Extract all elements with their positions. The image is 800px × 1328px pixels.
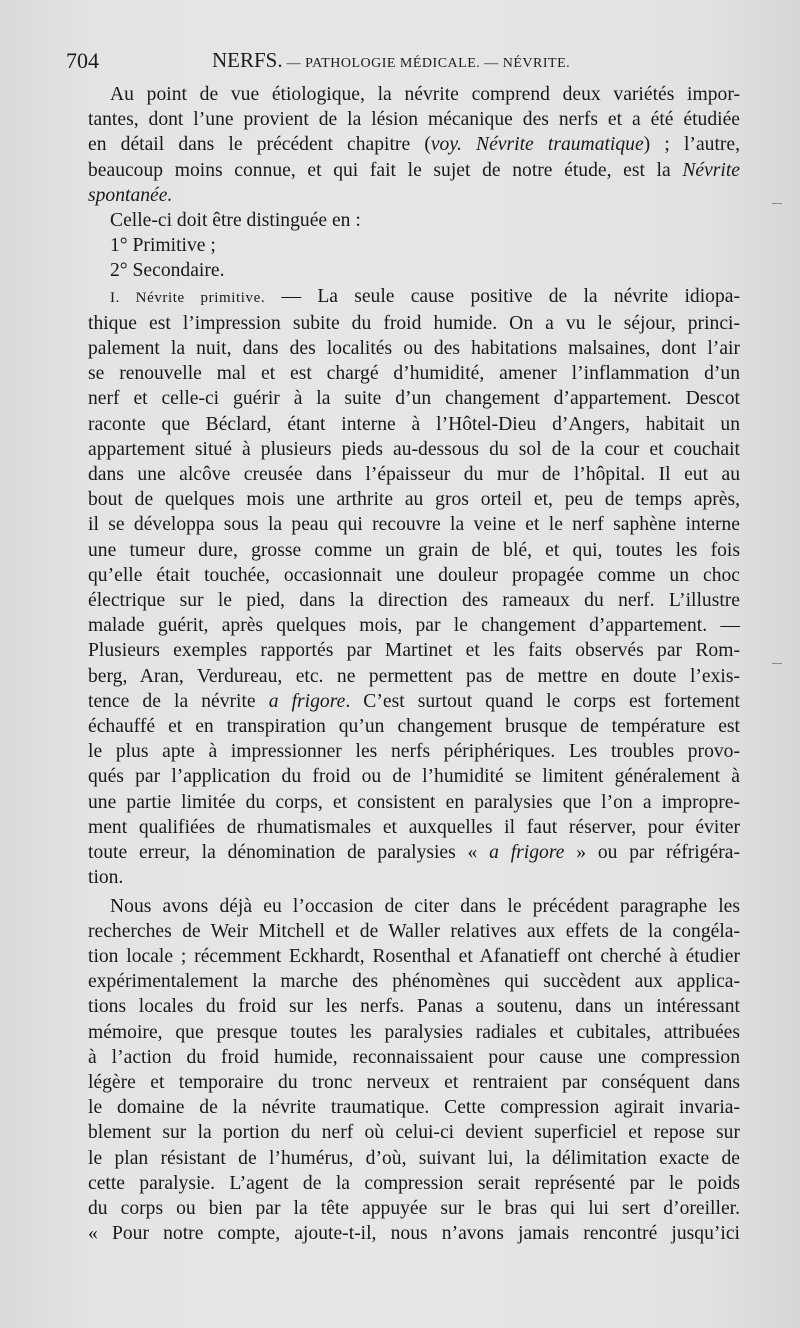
- emphasis: a frigore: [268, 690, 346, 712]
- text-line: raconte que Béclard, étant interne à l’Hôtel-Dieu d’Angers, habitait un: [88, 413, 740, 435]
- text-line: nerf et celle-ci guérir à la suite d’un changement d’appartement. Descot: [88, 388, 740, 410]
- text-line: dans une alcôve creusée dans l’épaisseur du mur de l’hôpital. Il eut au: [88, 464, 740, 486]
- text-line: à l’action du froid humide, reconnaissaient pour cause une compression: [88, 1046, 740, 1068]
- text-run: » ou par réfrigéra-: [564, 842, 740, 864]
- text-line: recherches de Weir Mitchell et de Waller relatives aux effets de la congéla-: [88, 920, 740, 942]
- text-line: [66, 689, 740, 714]
- text-line: berg, Aran, Verdureau, etc. ne permettent pas de mettre en doute l’exis-: [88, 665, 740, 687]
- text-line: le plan résistant de l’humérus, d’où, suivant lui, la délimitation exacte de: [88, 1147, 740, 1169]
- text-line: blement sur la portion du nerf où celui-ci devient superficiel et repose sur: [88, 1122, 740, 1144]
- running-head-dash: —: [282, 56, 306, 71]
- text-line: le plus apte à impressionner les nerfs périphériques. Les troubles provo-: [88, 741, 740, 763]
- margin-mark: [772, 203, 782, 204]
- margin-mark: [772, 663, 782, 664]
- text-line: une tumeur dure, grosse comme un grain de blé, et qui, toutes les fois: [88, 539, 740, 561]
- text-line: Plusieurs exemples rapportés par Martinet et les faits observés par Rom-: [88, 640, 740, 662]
- text-line: 1° Primitive ;: [110, 235, 216, 257]
- text-run: — La seule cause positive de la névrite idiopa-: [265, 285, 740, 307]
- text-line: [66, 132, 740, 157]
- text-line: légère et temporaire du tronc nerveux et rentraient par conséquent dans: [88, 1071, 740, 1093]
- text-line: appartement situé à plusieurs pieds au-dessous du sol de la cour et couchait: [88, 438, 740, 460]
- running-head-dash: —: [480, 56, 503, 71]
- paragraph-etiology: [66, 82, 740, 208]
- text-line: tions locales du froid sur les nerfs. Panas a soutenu, dans un intéressant: [88, 996, 740, 1018]
- text-line: bout de quelques mois une arthrite au gros orteil et, peu de temps après,: [88, 489, 740, 511]
- text-line: mémoire, que presque toutes les paralysies radiales et cubitales, attribuées: [88, 1021, 740, 1043]
- running-head-subsection: PATHOLOGIE MÉDICALE.: [305, 56, 481, 71]
- text-line: tion locale ; récemment Eckhardt, Rosenthal et Afanatieff ont cherché à étudier: [88, 945, 740, 967]
- text-line: il se développa sous la peau qui recouvre la veine et le nerf saphène interne: [88, 514, 740, 536]
- text-line: « Pour notre compte, ajoute-t-il, nous n’avons jamais rencontré jusqu’ici: [88, 1223, 740, 1245]
- section-heading: I. Névrite primitive.: [110, 289, 266, 306]
- text-line: Nous avons déjà eu l’occasion de citer dans le précédent paragraphe les: [110, 895, 740, 917]
- text-line: malade guérit, après quelques mois, par le changement d’appartement. —: [88, 615, 740, 637]
- text-run: . C’est surtout quand le corps est fortement: [345, 690, 740, 712]
- text-line: qués par l’application du froid ou de l’humidité se limitent généralement à: [88, 766, 740, 788]
- text-line: ment qualifiées de rhumatismales et auxquelles il faut réserver, pour éviter: [88, 816, 740, 838]
- text-run: tence de la névrite: [88, 690, 269, 712]
- text-line: [66, 284, 740, 311]
- text-line: thique est l’impression subite du froid humide. On a vu le séjour, princi-: [88, 312, 740, 334]
- text-line: cette paralysie. L’agent de la compression serait représenté par le poids: [88, 1172, 740, 1194]
- text-line: échauffé et en transpiration qu’un changement brusque de température est: [88, 716, 740, 738]
- paragraph-experiments: [66, 894, 740, 1247]
- text-line: expérimentalement la marche des phénomènes qui succèdent aux applica-: [88, 971, 740, 993]
- text-line: 2° Secondaire.: [110, 260, 225, 282]
- paragraph-distinction: [66, 208, 740, 233]
- text-run: ) ; l’autre,: [643, 134, 741, 156]
- page-number: 704: [66, 48, 99, 73]
- text-line: Celle-ci doit être distinguée en :: [110, 210, 361, 232]
- emphasis: Névrite: [682, 159, 740, 181]
- text-line: se renouvelle mal et est chargé d’humidité, amener l’inflammation d’un: [88, 363, 740, 385]
- paragraph-primitive: [66, 284, 740, 891]
- text-line: le domaine de la névrite traumatique. Cette compression agirait invaria-: [88, 1097, 740, 1119]
- running-head-section: NERFS.: [212, 48, 283, 72]
- text-run: toute erreur, la dénomination de paralysies «: [88, 842, 490, 864]
- emphasis: a frigore: [489, 842, 565, 864]
- text-line: du corps ou bien par la tête appuyée sur le bras qui lui sert d’oreiller.: [88, 1197, 740, 1219]
- list-item: [66, 233, 740, 258]
- running-header: [66, 46, 740, 78]
- text-line: tion.: [88, 867, 124, 889]
- text-line: une partie limitée du corps, et consistent en paralysies que l’on a impropre-: [88, 791, 740, 813]
- text-line: tantes, dont l’une provient de la lésion mécanique des nerfs et a été étudiée: [88, 109, 740, 131]
- text-line: Au point de vue étiologique, la névrite comprend deux variétés impor-: [110, 84, 740, 105]
- text-run: en détail dans le précédent chapitre (: [88, 134, 431, 156]
- running-head: [212, 48, 570, 73]
- text-line: [66, 840, 740, 865]
- body-text: [66, 82, 740, 1246]
- text-line: [66, 158, 740, 183]
- list-item: [66, 258, 740, 283]
- emphasis: spontanée.: [88, 184, 173, 206]
- running-head-topic: NÉVRITE.: [502, 56, 571, 71]
- text-run: beaucoup moins connue, et qui fait le sujet de notre étude, est la: [88, 159, 683, 181]
- text-line: palement la nuit, dans des localités ou des habitations malsaines, dont l’air: [88, 338, 740, 360]
- text-line: électrique sur le pied, dans la direction des rameaux du nerf. L’illustre: [88, 590, 740, 612]
- text-line: qu’elle était touchée, occasionnait une douleur propagée comme un choc: [88, 564, 740, 586]
- cross-reference: voy. Névrite traumatique: [430, 134, 644, 156]
